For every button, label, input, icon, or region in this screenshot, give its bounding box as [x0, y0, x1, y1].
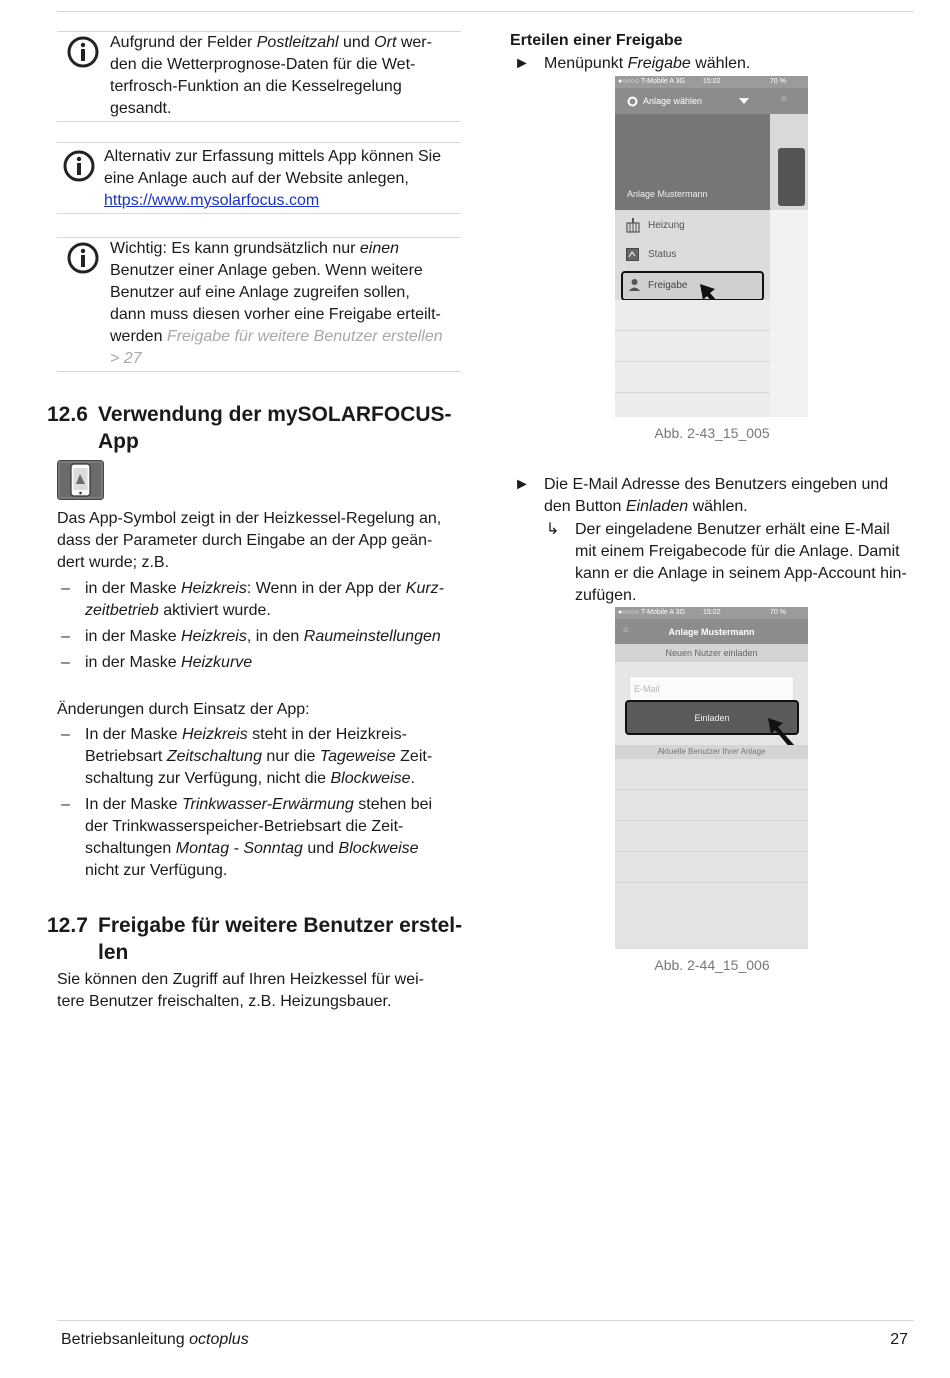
- page-number: 27: [890, 1331, 908, 1348]
- step-marker-icon: ►: [514, 476, 530, 493]
- figure-caption: Abb. 2-43_15_005: [654, 425, 770, 441]
- radiator-icon: [626, 218, 640, 233]
- menu-item-heizung[interactable]: [615, 214, 770, 238]
- menu-item-freigabe[interactable]: [621, 271, 764, 301]
- section-title: Verwendung der mySOLARFOCUS- App: [98, 403, 452, 453]
- app-screenshot-invite: [615, 607, 808, 949]
- info-text-important-body: Wichtig: Es kann grundsätzlich nur einen Benutzer einer Anlage geben. Wenn weitere Benutzer auf eine Anlage zugreifen sollen, dann muss diesen vorher eine Freigabe erteilt- werden: [110, 240, 441, 345]
- users-list-area: [615, 759, 808, 949]
- email-placeholder: E-Mail: [634, 684, 660, 694]
- app-screenshot-menu: [615, 76, 808, 417]
- step-result: [546, 519, 926, 607]
- info-icon: [67, 36, 99, 68]
- list-item: – In der Maske Trinkwasser-Erwärmung stehen bei der Trinkwasserspeicher-Betriebsart die Zeit- schaltungen Montag - Sonntag und Blockweise nicht zur Verfügung.: [57, 794, 467, 882]
- info-icon: [63, 150, 95, 182]
- changes-heading: Änderungen durch Einsatz der App:: [57, 701, 310, 718]
- status-bar: [615, 607, 808, 619]
- info-text-important: [110, 238, 465, 370]
- menu-item-label: Heizung: [648, 220, 685, 231]
- status-icon: [626, 248, 639, 261]
- app-symbol-icon: [57, 460, 104, 500]
- menu-icon[interactable]: ≡: [781, 94, 787, 105]
- gear-icon: [626, 95, 639, 108]
- info-box-rule: [57, 213, 461, 214]
- menu-item-label: Status: [648, 249, 677, 260]
- app-header: [615, 88, 808, 114]
- section-number: 12.7: [47, 914, 88, 937]
- step-select-freigabe: [514, 53, 914, 75]
- footer-title: [61, 1329, 249, 1351]
- app-symbol-description: Das App-Symbol zeigt in der Heizkessel-Regelung an, dass der Parameter durch Eingabe an der App geän- dert wurde; z.B.: [57, 510, 442, 571]
- cross-reference-link[interactable]: Freigabe für weitere Benutzer erstellen > 27: [110, 328, 443, 367]
- section-heading-12-6: [47, 401, 467, 455]
- plant-name[interactable]: Anlage Mustermann: [627, 189, 708, 199]
- section-number: 12.6: [47, 403, 88, 426]
- chevron-down-icon[interactable]: [739, 98, 749, 105]
- list-item: – in der Maske Heizkreis, in den Raumeinstellungen: [57, 626, 467, 648]
- current-users-label: Aktuelle Benutzer Ihrer Anlage: [615, 745, 808, 759]
- section-12-7-text: Sie können den Zugriff auf Ihren Heizkessel für wei- tere Benutzer freischalten, z.B. Heizungsbauer.: [57, 971, 425, 1010]
- info-text-weather: Aufgrund der Felder Postleitzahl und Ort wer- den die Wetterprognose-Daten für die Wet- terfrosch-Funktion an die Kesselregelung gesandt.: [110, 34, 432, 117]
- status-battery: 70 %: [770, 609, 786, 616]
- step-text: Die E-Mail Adresse des Benutzers eingeben und den Button Einladen wählen.: [544, 476, 889, 515]
- menu-empty-area: [615, 300, 770, 417]
- status-battery: 70 %: [770, 78, 786, 85]
- list-item: – In der Maske Heizkreis steht in der Heizkreis- Betriebsart Zeitschaltung nur die Tageweise Zeit- schaltung zur Verfügung, nicht die Blockweise.: [57, 724, 467, 790]
- info-text-website-body: Alternativ zur Erfassung mittels App können Sie eine Anlage auch auf der Website anlegen,: [104, 148, 442, 187]
- invite-subtitle: Neuen Nutzer einladen: [615, 644, 808, 662]
- list-item: – in der Maske Heizkreis: Wenn in der App der Kurz- zeitbetrieb aktiviert wurde.: [57, 578, 467, 622]
- info-icon: [67, 242, 99, 274]
- footer-product: octoplus: [189, 1331, 249, 1348]
- result-text: Der eingeladene Benutzer erhält eine E-Mail mit einem Freigabecode für die Anlage. Damit kann er die Anlage in seinem App-Account hin- zufügen.: [575, 521, 907, 604]
- info-box-rule: [57, 121, 461, 122]
- step-enter-email: [514, 474, 924, 518]
- menu-icon[interactable]: ≡: [623, 625, 629, 636]
- plant-select-label[interactable]: Anlage wählen: [643, 96, 703, 106]
- status-carrier: ●○○○○ T-Mobile A 3G: [618, 609, 685, 616]
- top-rule: [57, 11, 914, 12]
- result-arrow-icon: ↳: [546, 521, 560, 538]
- list-item: – in der Maske Heizkurve: [57, 652, 467, 674]
- side-panel: [770, 210, 808, 417]
- info-text-website: [104, 146, 464, 212]
- example-list: [57, 578, 467, 678]
- right-heading: Erteilen einer Freigabe: [510, 32, 683, 49]
- info-box-rule: [57, 371, 461, 372]
- figure-caption: Abb. 2-44_15_006: [654, 957, 770, 973]
- boiler-image: [778, 148, 805, 206]
- invite-button-label: Einladen: [694, 713, 730, 723]
- section-title: Freigabe für weitere Benutzer erstel- len: [98, 914, 463, 964]
- menu-item-label: Freigabe: [648, 280, 688, 291]
- info-box-rule: [57, 142, 461, 143]
- footer-rule: [57, 1320, 914, 1321]
- menu-item-status[interactable]: [615, 243, 770, 267]
- app-header: [615, 619, 808, 644]
- step-marker-icon: ►: [514, 55, 530, 72]
- section-heading-12-7: [47, 912, 467, 966]
- status-time: 15:02: [703, 609, 721, 616]
- screen-title: Anlage Mustermann: [668, 627, 755, 637]
- status-bar: [615, 76, 808, 88]
- status-time: 15:02: [703, 78, 721, 85]
- email-field[interactable]: [629, 676, 794, 701]
- changes-list: [57, 724, 467, 886]
- status-carrier: ●○○○○ T-Mobile A 3G: [618, 78, 685, 85]
- plant-photo: [615, 114, 770, 210]
- footer-doc-title: Betriebsanleitung: [61, 1331, 185, 1348]
- website-link[interactable]: https://www.mysolarfocus.com: [104, 192, 320, 209]
- step-text: Menüpunkt Freigabe wählen.: [544, 55, 751, 72]
- user-icon: [628, 278, 641, 292]
